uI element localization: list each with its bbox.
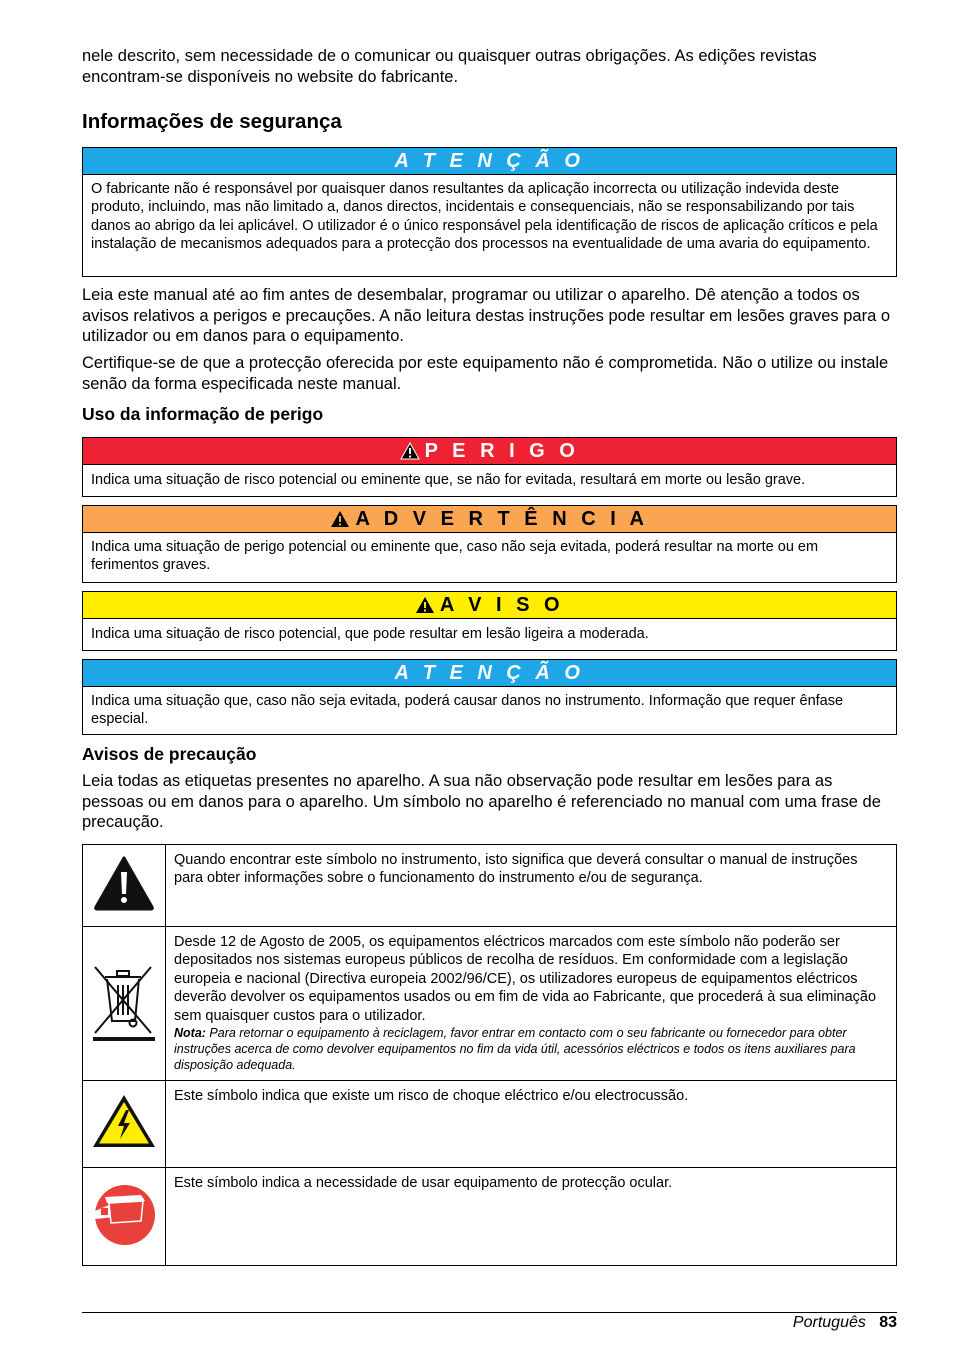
symbol-row (83, 927, 897, 1081)
perigo-label: P E R I G O (424, 439, 580, 462)
intro-paragraph: nele descrito, sem necessidade de o comunicar ou quaisquer outras obrigações. As edições revistas encontram-se disponíveis no website do fabricante. (82, 47, 817, 86)
aviso-label: A V I S O (439, 593, 565, 616)
section-title-precaution: Avisos de precaução (82, 744, 257, 764)
perigo-header (83, 438, 896, 465)
advertencia-text: Indica uma situação de perigo potencial ou eminente que, caso não seja evitada, poderá resultar na morte ou em ferimentos graves. (91, 539, 819, 574)
electrical-hazard-icon (91, 1093, 157, 1149)
symbol-cell (83, 1080, 166, 1167)
perigo-text: Indica uma situação de risco potencial ou eminente que, se não for evitada, resultará em morte ou lesão grave. (91, 472, 806, 488)
note-label: Nota: (174, 1026, 206, 1041)
warning-triangle-icon (93, 855, 155, 911)
advertencia-box (82, 505, 897, 583)
page-footer (82, 1312, 897, 1331)
symbol-row (83, 845, 897, 927)
weee-note (174, 1025, 888, 1074)
symbol-description: Este símbolo indica que existe um risco de choque eléctrico e/ou electrocussão. (166, 1080, 897, 1167)
eye-protection-icon (91, 1181, 157, 1247)
warning-triangle-icon (330, 510, 350, 528)
safety-paragraph-1: Leia este manual até ao fim antes de desembalar, programar ou utilizar o aparelho. Dê atenção a todos os avisos relativos a perigos e precauções. A não leitura destas instruções pode resultar em lesões graves para o utilizador ou em danos para o equipamento. (82, 286, 891, 345)
symbol-row (83, 1167, 897, 1265)
symbol-row (83, 1080, 897, 1167)
advertencia-header (83, 506, 896, 533)
symbol-cell (83, 1167, 166, 1265)
caution-header: A T E N Ç Ã O (83, 148, 896, 175)
warning-triangle-icon (400, 442, 420, 460)
aviso-box (82, 591, 897, 651)
precaution-paragraph: Leia todas as etiquetas presentes no aparelho. A sua não observação pode resultar em lesões para as pessoas ou em danos para o aparelho. Um símbolo no aparelho é referenciado no manual com uma frase de precaução. (82, 772, 881, 831)
aviso-header (83, 592, 896, 619)
symbol-description (166, 927, 897, 1081)
symbol-cell (83, 845, 166, 927)
symbol-table (82, 844, 897, 1266)
page-number: 83 (879, 1314, 897, 1331)
atencao-header: A T E N Ç Ã O (83, 660, 896, 687)
atencao-text: Indica uma situação que, caso não seja evitada, poderá causar danos no instrumento. Informação que requer ênfase especial. (91, 693, 844, 728)
atencao-box (82, 659, 897, 735)
note-text: Para retornar o equipamento à reciclagem, favor entrar em contacto com o seu fabricante ou fornecedor para obter instruções acerca de como devolver equipamentos no fim da vida útil, acessórios eléctricos e todos os itens auxiliares para disposição adequada. (174, 1026, 856, 1073)
crossed-wheelie-bin-icon (91, 959, 157, 1043)
footer-language: Português (792, 1314, 866, 1331)
advertencia-label: A D V E R T Ê N C I A (355, 507, 649, 530)
caution-text: O fabricante não é responsável por quaisquer danos resultantes da aplicação incorrecta ou utilização indevida deste produto, incluindo, mas não limitado a, danos directos, incidentais e consequenciais, não se responsabilizando por tais danos ao abrigo da lei aplicável. O utilizador é o único responsável pela identificação de riscos de aplicação críticos e pela instalação de mecanismos adequados para a protecção dos processos na eventualidade de uma avaria do equipamento. (91, 181, 878, 253)
symbol-cell (83, 927, 166, 1081)
caution-box (82, 147, 897, 277)
symbol-description: Quando encontrar este símbolo no instrumento, isto significa que deverá consultar o manual de instruções para obter informações sobre o funcionamento do instrumento e/ou de segurança. (166, 845, 897, 927)
warning-triangle-icon (415, 596, 435, 614)
section-title-hazard: Uso da informação de perigo (82, 404, 324, 424)
weee-text: Desde 12 de Agosto de 2005, os equipamentos eléctricos marcados com este símbolo não poderão ser depositados nos sistemas europeus públicos de recolha de resíduos. Em conformidade com a legislação europeia e nacional (Directiva europeia 2002/96/CE), os utilizadores europeus de equipamentos eléctricos deverão devolver os equipamentos usados ou em fim de vida ao Fabricante, que procederá à sua eliminação sem quaisquer custos para o utilizador. (174, 934, 877, 1024)
footer-text (793, 1314, 897, 1332)
section-title-safety: Informações de segurança (82, 110, 342, 133)
perigo-box (82, 437, 897, 497)
safety-paragraph-2: Certifique-se de que a protecção oferecida por este equipamento não é comprometida. Não o utilize ou instale senão da forma especificada neste manual. (82, 354, 889, 393)
symbol-description: Este símbolo indica a necessidade de usar equipamento de protecção ocular. (166, 1167, 897, 1265)
aviso-text: Indica uma situação de risco potencial, que pode resultar em lesão ligeira a moderada. (91, 626, 649, 642)
